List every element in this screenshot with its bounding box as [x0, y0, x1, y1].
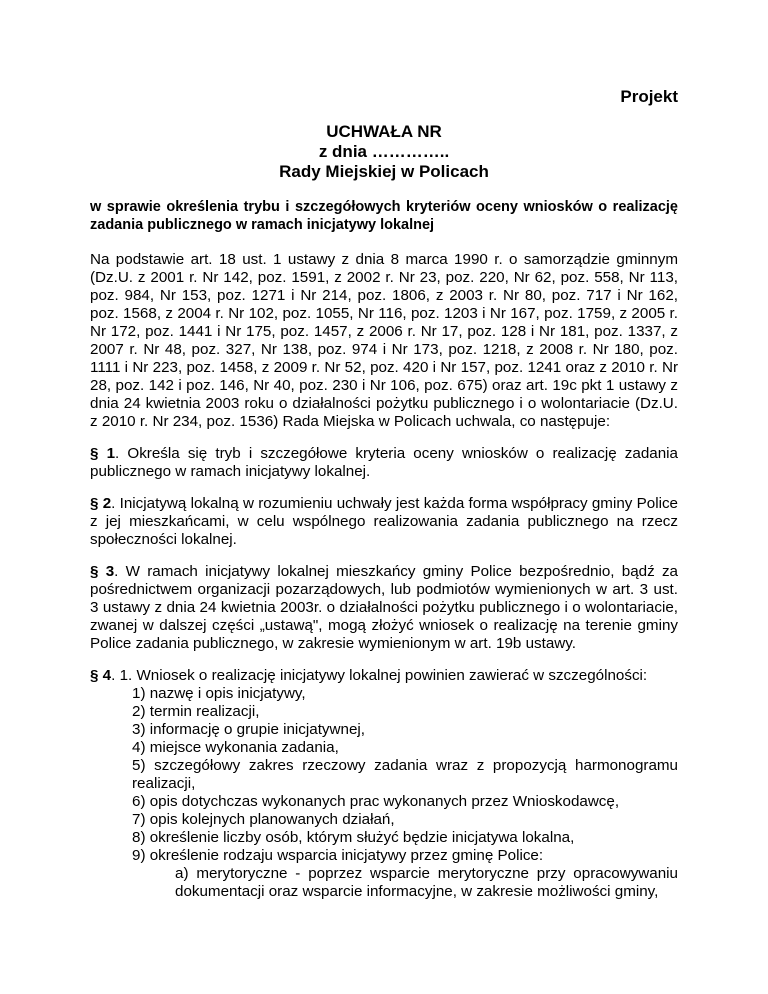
- section-2: [90, 495, 678, 549]
- legal-basis-preamble: Na podstawie art. 18 ust. 1 ustawy z dnia 8 marca 1990 r. o samorządzie gminnym (Dz.U. z 2001 r. Nr 142, poz. 1591, z 2002 r. Nr 23, poz. 220, Nr 62, poz. 558, Nr 113, poz. 984, Nr 153, poz. 1271 i Nr 214, poz. 1806, z 2003 r. Nr 80, poz. 717 i Nr 162, poz. 1568, z 2004 r. Nr 102, poz. 1055, Nr 116, poz. 1203 i Nr 167, poz. 1759, z 2005 r. Nr 172, poz. 1441 i Nr 175, poz. 1457, z 2006 r. Nr 17, poz. 128 i Nr 181, poz. 1337, z 2007 r. Nr 48, poz. 327, Nr 138, poz. 974 i Nr 173, poz. 1218, z 2008 r. Nr 180, poz. 1111 i Nr 223, poz. 1458, z 2009 r. Nr 52, poz. 420 i Nr 157, poz. 1241 oraz z 2010 r. Nr 28, poz. 142 i poz. 146, Nr 40, poz. 230 i Nr 106, poz. 675) oraz art. 19c pkt 1 ustawy z dnia 24 kwietnia 2003 roku o działalności pożytku publicznego i o wolontariacie (Dz.U. z 2010 r. Nr 234, poz. 1536) Rada Miejska w Policach uchwala, co następuje:: [90, 251, 678, 430]
- projekt-label: Projekt: [620, 87, 678, 106]
- section-1: [90, 445, 678, 481]
- section-text: . W ramach inicjatywy lokalnej mieszkańcy gminy Police bezpośrednio, bądź za pośrednictwem organizacji pozarządowych, lub podmiotów wymienionych w art. 3 ust. 3 ustawy z dnia 24 kwietnia 2003r. o działalności pożytku publicznego i o wolontariacie, zwanej w dalszej części „ustawą", mogą złożyć wniosek o realizację na terenie gminy Police zadania publicznego, w zakresie wymienionym w art. 19b ustawy.: [90, 563, 678, 652]
- section-text: . Inicjatywą lokalną w rozumieniu uchwały jest każda forma współpracy gminy Police z jej mieszkańcami, w celu wspólnego realizowania zadania publicznego na rzecz społeczności lokalnej.: [90, 495, 678, 548]
- section-number: § 1: [90, 445, 116, 462]
- title-line-2: z dnia …………..: [318, 142, 450, 161]
- resolution-title: [90, 122, 678, 182]
- section-number: § 4: [90, 667, 112, 684]
- section-number: § 3: [90, 563, 115, 580]
- title-line-3: Rady Miejskiej w Policach: [279, 162, 489, 181]
- list-item: 3) informację o grupie inicjatywnej,: [132, 721, 365, 738]
- list-item: 4) miejsce wykonania zadania,: [132, 739, 339, 756]
- section-text: . Określa się tryb i szczegółowe kryteria oceny wniosków o realizację zadania publicznego w ramach inicjatywy lokalnej.: [90, 445, 678, 480]
- list-item: 6) opis dotychczas wykonanych prac wykonanych przez Wnioskodawcę,: [132, 793, 620, 810]
- section-number: § 2: [90, 495, 112, 512]
- title-line-1: UCHWAŁA NR: [326, 122, 442, 141]
- section-4: [90, 667, 678, 685]
- sub-list-item: a) merytoryczne - poprzez wsparcie merytoryczne przy opracowywaniu dokumentacji oraz wsparcie informacyjne, w zakresie możliwości gminy,: [175, 865, 678, 900]
- list-item: 1) nazwę i opis inicjatywy,: [132, 685, 306, 702]
- list-item: 7) opis kolejnych planowanych działań,: [132, 811, 395, 828]
- list-item: 5) szczegółowy zakres rzeczowy zadania wraz z propozycją harmonogramu realizacji,: [132, 757, 678, 792]
- list-item: 8) określenie liczby osób, którym służyć będzie inicjatywa lokalna,: [132, 829, 575, 846]
- section-text: . 1. Wniosek o realizację inicjatywy lokalnej powinien zawierać w szczególności:: [111, 667, 648, 684]
- list-item: 2) termin realizacji,: [132, 703, 260, 720]
- list-item: 9) określenie rodzaju wsparcia inicjatywy przez gminę Police:: [132, 847, 544, 864]
- document-page: [90, 80, 678, 901]
- section-3: [90, 563, 678, 653]
- resolution-subject: w sprawie określenia trybu i szczegółowych kryteriów oceny wniosków o realizację zadania publicznego w ramach inicjatywy lokalnej: [90, 199, 678, 233]
- application-requirements-list: [90, 685, 678, 901]
